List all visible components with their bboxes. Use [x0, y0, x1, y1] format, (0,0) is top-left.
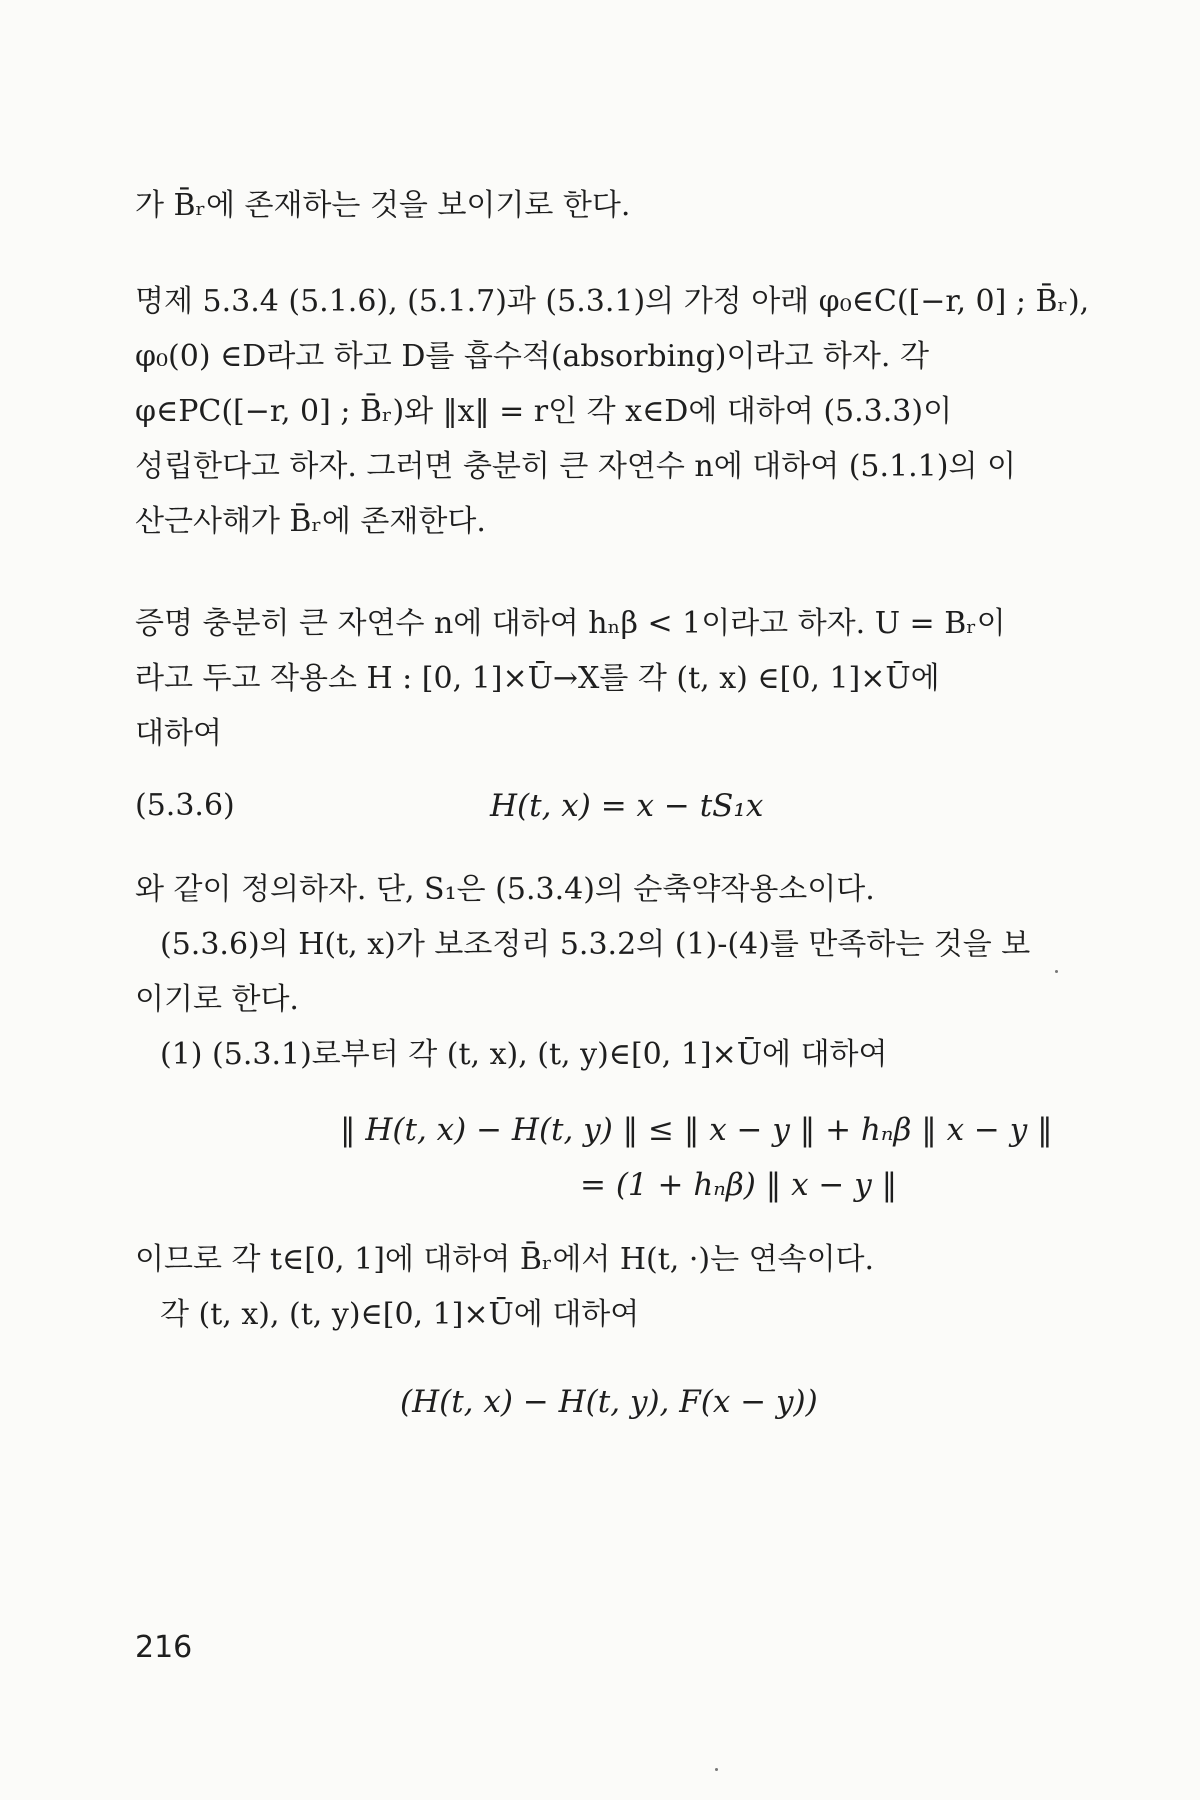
text-line-lemma-2: 이기로 한다. — [135, 982, 299, 1017]
proof-line-3: 대하여 — [135, 716, 222, 751]
proposition-line-5: 산근사해가 B̄ᵣ에 존재한다. — [135, 504, 486, 539]
text-line-definition: 와 같이 정의하자. 단, S₁은 (5.3.4)의 순축약작용소이다. — [135, 872, 875, 907]
proposition-line-1: 명제 5.3.4 (5.1.6), (5.1.7)과 (5.3.1)의 가정 아래 φ₀∈C([−r, 0] ; B̄ᵣ), — [135, 284, 1090, 319]
proposition-line-2: φ₀(0) ∈D라고 하고 D를 흡수적(absorbing)이라고 하자. 각 — [135, 339, 929, 374]
scan-speck — [1055, 970, 1058, 973]
text-line-lemma-1: (5.3.6)의 H(t, x)가 보조정리 5.3.2의 (1)-(4)를 만족하는 것을 보 — [160, 927, 1031, 962]
proof-line-1: 증명 충분히 큰 자연수 n에 대하여 hₙβ < 1이라고 하자. U = Bᵣ이 — [135, 606, 1006, 641]
scan-speck — [715, 1768, 718, 1771]
proposition-line-4: 성립한다고 하자. 그러면 충분히 큰 자연수 n에 대하여 (5.1.1)의 이 — [135, 449, 1016, 484]
proposition-line-3: φ∈PC([−r, 0] ; B̄ᵣ)와 ‖x‖ = r인 각 x∈D에 대하여 (5.3.3)이 — [135, 394, 953, 429]
page-number: 216 — [135, 1630, 193, 1665]
text-line-continuity: 이므로 각 t∈[0, 1]에 대하여 B̄ᵣ에서 H(t, ·)는 연속이다. — [135, 1242, 875, 1277]
text-line-1: 가 B̄ᵣ에 존재하는 것을 보이기로 한다. — [135, 188, 631, 223]
pairing-expression: (H(t, x) − H(t, y), F(x − y)) — [400, 1384, 818, 1420]
text-line-each: 각 (t, x), (t, y)∈[0, 1]×Ū에 대하여 — [160, 1297, 640, 1332]
text-line-item-1: (1) (5.3.1)로부터 각 (t, x), (t, y)∈[0, 1]×Ū에 대하여 — [160, 1037, 888, 1072]
proof-line-2: 라고 두고 작용소 H : [0, 1]×Ū→X를 각 (t, x) ∈[0, 1]×Ū에 — [135, 661, 940, 696]
equation-label-536: (5.3.6) — [135, 788, 235, 823]
inequality-line-2: = (1 + hₙβ) ‖ x − y ‖ — [580, 1167, 898, 1203]
equation-536: H(t, x) = x − tS₁x — [490, 788, 764, 824]
inequality-line-1: ‖ H(t, x) − H(t, y) ‖ ≤ ‖ x − y ‖ + hₙβ ‖ x − y ‖ — [340, 1112, 1053, 1148]
